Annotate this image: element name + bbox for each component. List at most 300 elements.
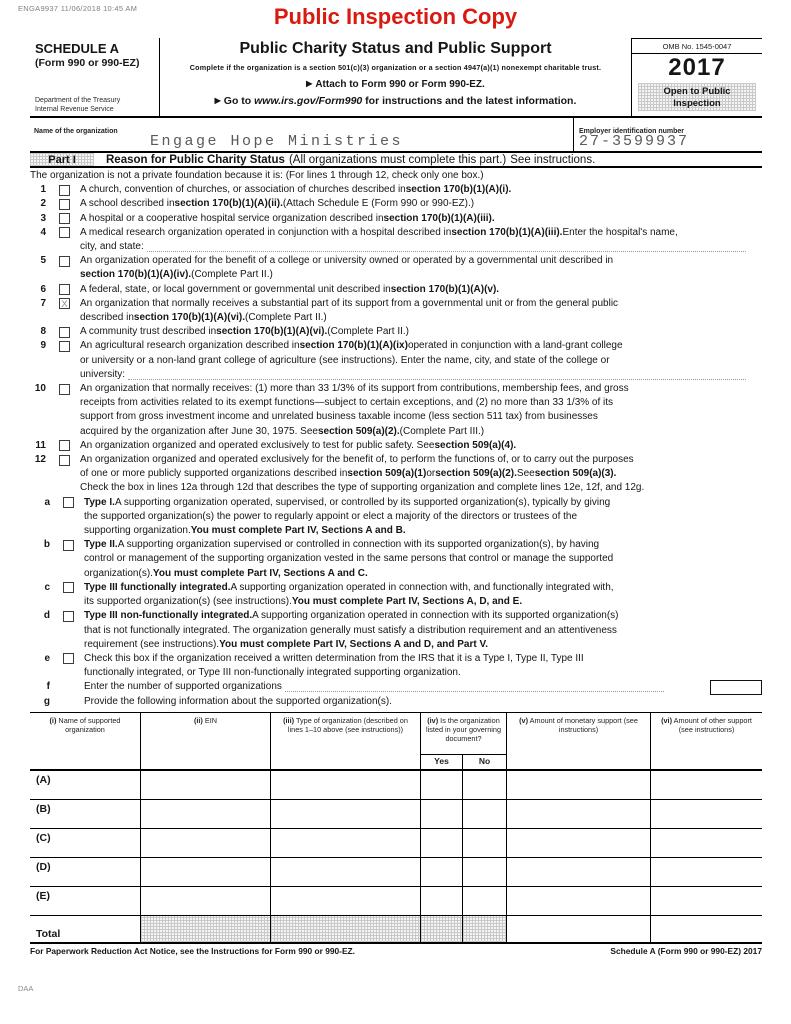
form-header [30, 38, 762, 118]
cell-B-yes[interactable] [420, 800, 462, 828]
line-number: e [44, 652, 50, 664]
row-label: (B) [36, 802, 51, 815]
public-inspection-watermark: Public Inspection Copy [273, 4, 518, 29]
col-label: Amount of monetary support (see instructions) [528, 715, 638, 734]
goto-instruction [160, 95, 631, 107]
text-segment: supporting organization. [84, 525, 191, 537]
org-identity-row [30, 118, 762, 151]
text-segment: section 170(b)(1)(A)(vi). [216, 326, 328, 338]
text-segment: or university or a non-land grant college of agriculture (see instructions). Enter the name, city, and state of the college or [80, 354, 610, 366]
line-text-row [80, 254, 746, 268]
line-text-row [80, 396, 746, 410]
checkbox-slot [46, 183, 80, 197]
cell-D-yes[interactable] [420, 858, 462, 886]
ein-label: Employer identification number [579, 128, 685, 135]
line-text [80, 254, 762, 282]
page-footer [30, 946, 762, 956]
col-header-name [30, 713, 140, 769]
part1-label: Part I [30, 153, 94, 166]
text-segment: (Complete Part III.) [399, 425, 485, 437]
cell-C-ein[interactable] [140, 829, 270, 857]
text-segment: of one or more publicly supported organizations described in [80, 468, 348, 480]
line-4-checkbox[interactable] [59, 227, 70, 238]
ein-value[interactable]: 27-3599937 [579, 133, 690, 150]
part1-line-10 [30, 382, 762, 439]
ein-cell [573, 118, 762, 151]
part1-header-bar [30, 151, 762, 168]
text-segment: section 509(a)(2). [435, 468, 517, 480]
line-number: 12 [34, 454, 46, 466]
text-segment: section 170(b)(1)(A)(iii). [383, 212, 495, 224]
text-segment: You must complete Part IV, Sections A and C. [152, 567, 368, 579]
open-to-public-badge [638, 83, 756, 111]
line-text-row [80, 453, 746, 467]
cell-total-ein [140, 916, 270, 942]
line-text-row [84, 496, 746, 510]
line-text-row [80, 439, 746, 453]
text-segment: A supporting organization operated in connection with, and functionally integrated with, [230, 581, 614, 593]
row-label: (E) [36, 889, 50, 902]
text-segment: section 170(b)(1)(A)(iii). [451, 226, 563, 238]
supported-org-count-dots[interactable] [285, 680, 664, 692]
text-segment: functionally integrated, or Type III non-functionally integrated supporting organization. [84, 667, 461, 679]
cell-C-name[interactable] [30, 829, 140, 857]
supported-org-count-box[interactable] [710, 680, 762, 695]
line-number: a [44, 496, 50, 508]
line-number: 4 [40, 226, 46, 238]
text-segment: An organization organized and operated exclusively to test for public safety. See [80, 439, 435, 451]
line-text-row [84, 567, 746, 581]
text-segment: section 509(a)(2). [317, 425, 400, 437]
cell-E-name[interactable] [30, 887, 140, 915]
cell-A-yes[interactable] [420, 771, 462, 799]
text-segment: See [516, 468, 535, 480]
text-segment: A federal, state, or local government or governmental unit described in [80, 283, 391, 295]
checkbox-slot [46, 254, 80, 282]
part1-line-3 [30, 212, 762, 226]
text-segment: control or management of the supporting organization vested in the same persons that control or manage the supported [84, 553, 614, 565]
line-text-row [80, 226, 746, 240]
line-text-row [80, 183, 746, 197]
col-label: Name of supported organization [56, 715, 121, 734]
part1-line-f [30, 680, 762, 694]
part1-line-9 [30, 339, 762, 382]
line-b-checkbox[interactable] [63, 540, 74, 551]
text-segment: You must complete Part IV, Sections A and D, and Part V. [219, 638, 489, 650]
checkbox-slot [50, 695, 84, 709]
line-number: 5 [40, 255, 46, 267]
form-title-block [160, 38, 631, 116]
cell-C-monetary[interactable] [506, 829, 650, 857]
text-segment: (Complete Part II.) [245, 312, 327, 324]
text-segment: An organization operated for the benefit of a college or university owned or operated by a governmental unit described in [80, 255, 614, 267]
text-segment: section 509(a)(3). [534, 468, 617, 480]
col-header-no: No [478, 756, 491, 767]
line-text-row [84, 624, 746, 638]
line-text-row [80, 467, 746, 481]
cell-total-no [462, 916, 506, 942]
cell-A-other[interactable] [650, 771, 762, 799]
cell-total-yes [420, 916, 462, 942]
checkbox-slot [50, 538, 84, 581]
part1-title-main: Reason for Public Charity Status [106, 154, 285, 166]
cell-D-no[interactable] [462, 858, 506, 886]
text-segment: A supporting organization operated, supervised, or controlled by its supported organization(s), typically by giving [114, 496, 611, 508]
line-text [80, 339, 762, 382]
hospital-city-state-field[interactable] [147, 240, 746, 252]
text-segment: university: [80, 368, 126, 380]
checkbox-slot [46, 283, 80, 297]
arrow-icon: ▶ [214, 96, 221, 105]
line-text [80, 382, 762, 439]
line-number: 9 [40, 340, 46, 352]
line-text [80, 325, 762, 339]
cell-A-name[interactable] [30, 771, 140, 799]
line-text [84, 695, 762, 709]
line-5-checkbox[interactable] [59, 256, 70, 267]
table-row-A [30, 771, 762, 800]
line-number: 7 [40, 297, 46, 309]
line-number: f [46, 681, 50, 693]
text-segment: A church, convention of churches, or association of churches described in [80, 184, 406, 196]
table-body [30, 771, 762, 944]
irs-url: www.irs.gov/Form990 [254, 95, 363, 107]
part1-line-2 [30, 197, 762, 211]
checkbox-slot [46, 226, 80, 254]
row-label: (D) [36, 860, 51, 873]
text-segment: section 170(b)(1)(A)(v). [390, 283, 500, 295]
cell-C-type[interactable] [270, 829, 420, 857]
line-number: g [43, 695, 50, 707]
checkbox-slot [46, 197, 80, 211]
line-text-row [80, 197, 746, 211]
text-segment: receipts from activities related to its exempt functions—subject to certain exceptions, and (2) no more than 33 1/3% of its [80, 397, 614, 409]
cell-A-ein[interactable] [140, 771, 270, 799]
text-segment: You must complete Part IV, Sections A and B. [190, 525, 406, 537]
table-row-C [30, 829, 762, 858]
line-number: 1 [40, 184, 46, 196]
part1-title-note: (All organizations must complete this part.) [288, 154, 507, 166]
checkbox-slot [46, 212, 80, 226]
cell-B-other[interactable] [650, 800, 762, 828]
line-text-row [84, 609, 746, 623]
text-segment: operated in conjunction with a land-grant college [407, 340, 623, 352]
dept-line-1: Department of the Treasury [35, 97, 121, 104]
col-header-governing [420, 713, 506, 769]
attach-text: Attach to Form 990 or Form 990-EZ. [315, 79, 485, 90]
col-tag: (iv) [427, 715, 439, 725]
cell-E-other[interactable] [650, 887, 762, 915]
checkbox-slot [46, 297, 80, 325]
line-number: 2 [40, 198, 46, 210]
cell-C-yes[interactable] [420, 829, 462, 857]
cell-total-type [270, 916, 420, 942]
text-segment: A supporting organization supervised or controlled in connection with its supported organization(s), by having [117, 539, 600, 551]
org-name-cell [30, 118, 573, 151]
part1-line-a [30, 496, 762, 539]
cell-total-other[interactable] [650, 916, 762, 942]
part1-intro: The organization is not a private foundation because it is: (For lines 1 through 12, check only one box.) [30, 170, 484, 181]
line-2-checkbox[interactable] [59, 199, 70, 210]
line-3-checkbox[interactable] [59, 213, 70, 224]
goto-suffix: for instructions and the latest information. [362, 95, 577, 107]
part1-line-g [30, 695, 762, 709]
cell-D-name[interactable] [30, 858, 140, 886]
cell-E-ein[interactable] [140, 887, 270, 915]
part1-title [106, 153, 595, 166]
line-d-checkbox[interactable] [63, 611, 74, 622]
part1-line-6 [30, 283, 762, 297]
col-header-other [650, 713, 762, 769]
text-segment: (Complete Part II.) [191, 269, 273, 281]
cell-D-other[interactable] [650, 858, 762, 886]
cell-D-type[interactable] [270, 858, 420, 886]
form-title: Public Charity Status and Public Support [239, 40, 552, 57]
cell-E-monetary[interactable] [506, 887, 650, 915]
college-university-field[interactable] [128, 368, 746, 380]
text-segment: (Attach Schedule E (Form 990 or 990-EZ).) [282, 198, 475, 210]
text-segment: the supported organization(s) the power to regularly appoint or elect a majority of the directors or trustees of the [84, 510, 578, 522]
line-text [84, 496, 762, 539]
col-label: Amount of other support (see instructions) [672, 715, 752, 734]
line-text-row [80, 240, 746, 254]
text-segment: An organization that normally receives a substantial part of its support from a governmental unit or from the general public [80, 297, 619, 309]
part1-line-12 [30, 453, 762, 496]
col-tag: (v) [519, 715, 528, 725]
line-text [80, 297, 762, 325]
line-text-row [80, 425, 746, 439]
text-segment: Check this box if the organization received a written determination from the IRS that it is a Type I, Type II, Type III [84, 652, 584, 664]
dept-line-2: Internal Revenue Service [35, 105, 114, 113]
cell-C-no[interactable] [462, 829, 506, 857]
text-segment: Type III non-functionally integrated. [84, 610, 253, 622]
org-name-label: Name of the organization [34, 128, 118, 135]
print-timestamp: ENGA9937 11/06/2018 10:45 AM [18, 4, 138, 13]
total-label: Total [36, 927, 61, 940]
text-segment: section 170(b)(1)(A)(vi). [133, 312, 246, 324]
goto-prefix: Go to [223, 95, 255, 107]
cell-A-no[interactable] [462, 771, 506, 799]
line-6-checkbox[interactable] [59, 284, 70, 295]
line-text [84, 680, 762, 694]
line-number: 8 [40, 326, 46, 338]
text-segment: You must complete Part IV, Sections A, D, and E. [291, 596, 523, 608]
line-number: c [44, 581, 50, 593]
schedule-label: SCHEDULE A [35, 41, 120, 56]
line-10-checkbox[interactable] [59, 384, 70, 395]
text-segment: A hospital or a cooperative hospital service organization described in [80, 212, 384, 224]
line-text-row [84, 680, 762, 694]
line-text-row [80, 268, 746, 282]
cell-B-no[interactable] [462, 800, 506, 828]
line-text-row [84, 524, 746, 538]
line-8-checkbox[interactable] [59, 327, 70, 338]
form-number: (Form 990 or 990-EZ) [35, 57, 140, 69]
line-text-row [80, 339, 746, 353]
text-segment: Check the box in lines 12a through 12d that describes the type of supporting organization and complete lines 12e, 12f, and 12g. [80, 482, 645, 494]
checkbox-slot [50, 609, 84, 652]
cell-D-monetary[interactable] [506, 858, 650, 886]
omb-number: OMB No. 1545-0047 [632, 39, 762, 54]
open-to-public-line1: Open to Public [663, 86, 731, 97]
governing-question [421, 713, 506, 755]
text-segment: or [426, 468, 436, 480]
part1-lines [30, 183, 762, 709]
line-text-row [84, 666, 746, 680]
part1-line-5 [30, 254, 762, 282]
text-segment: that is not functionally integrated. The organization generally must satisfy a distribution requirement and an attentiveness [84, 624, 617, 636]
daa-code: DAA [18, 984, 34, 993]
cell-B-ein[interactable] [140, 800, 270, 828]
line-9-checkbox[interactable] [59, 341, 70, 352]
text-segment: Type III functionally integrated. [84, 581, 231, 593]
part1-line-1 [30, 183, 762, 197]
line-12-checkbox[interactable] [59, 455, 70, 466]
line-text-row [84, 652, 746, 666]
text-segment: Type II. [84, 539, 118, 551]
checkbox-slot [46, 382, 80, 439]
line-a-checkbox[interactable] [63, 497, 74, 508]
line-text [80, 212, 762, 226]
part1-line-4 [30, 226, 762, 254]
line-text-row [80, 212, 746, 226]
part1-title-suffix: See instructions. [510, 154, 596, 166]
line-number: d [43, 610, 50, 622]
line-text [80, 453, 762, 496]
line-text [84, 609, 762, 652]
line-text [80, 197, 762, 211]
text-segment: section 170(b)(1)(A)(iv). [80, 269, 192, 281]
cell-B-type[interactable] [270, 800, 420, 828]
line-text [84, 652, 762, 680]
text-segment: An organization organized and operated exclusively for the benefit of, to perform the functions of, or to carry out the purposes [80, 454, 634, 466]
col-tag: (ii) [193, 715, 203, 725]
line-number: 11 [35, 439, 46, 451]
line-text-row [84, 510, 746, 524]
text-segment: (Complete Part II.) [327, 326, 409, 338]
cell-E-type[interactable] [270, 887, 420, 915]
form-subtitle: Complete if the organization is a section 501(c)(3) organization or a section 4947(a)(1) nonexempt charitable trust. [189, 63, 602, 72]
text-segment: A supporting organization operated in connection with its supported organization(s) [252, 610, 619, 622]
line-7-checkbox[interactable]: X [59, 298, 70, 309]
cell-C-other[interactable] [650, 829, 762, 857]
cell-B-name[interactable] [30, 800, 140, 828]
cell-B-monetary[interactable] [506, 800, 650, 828]
line-number: 3 [40, 212, 46, 224]
cell-E-no[interactable] [462, 887, 506, 915]
text-segment: support from gross investment income and unrelated business taxable income (less section 511 tax) from businesses [80, 411, 598, 423]
line-text-row [84, 538, 746, 552]
text-segment: Enter the number of supported organizations [84, 681, 282, 693]
line-e-checkbox[interactable] [63, 653, 74, 664]
col-header-yes: Yes [421, 755, 463, 769]
line-text-row [84, 595, 746, 609]
line-text [80, 439, 762, 453]
table-header [30, 713, 762, 771]
col-header-ein [140, 713, 270, 769]
checkbox-slot [46, 439, 80, 453]
text-segment: Type I. [84, 496, 115, 508]
department-lines [35, 97, 155, 114]
checkbox-slot [50, 496, 84, 539]
line-text-row [84, 552, 746, 566]
col-tag: (iii) [283, 715, 295, 725]
schedule-footer-label: Schedule A (Form 990 or 990-EZ) 2017 [610, 945, 762, 956]
cell-A-type[interactable] [270, 771, 420, 799]
text-segment: requirement (see instructions). [84, 638, 220, 650]
open-to-public-line2: Inspection [673, 97, 721, 109]
cell-total-name [30, 916, 140, 942]
table-row-B [30, 800, 762, 829]
line-text-row [80, 382, 746, 396]
text-segment: its supported organization(s) (see instructions). [84, 596, 292, 608]
line-11-checkbox[interactable] [59, 440, 70, 451]
text-segment: A medical research organization operated in conjunction with a hospital described in [80, 226, 452, 238]
part1-line-d [30, 609, 762, 652]
cell-D-ein[interactable] [140, 858, 270, 886]
text-segment: Provide the following information about the supported organization(s). [84, 695, 392, 707]
cell-total-monetary[interactable] [506, 916, 650, 942]
line-1-checkbox[interactable] [59, 185, 70, 196]
line-number: 6 [40, 283, 46, 295]
line-c-checkbox[interactable] [63, 582, 74, 593]
row-label: (A) [36, 773, 51, 786]
checkbox-slot [46, 339, 80, 382]
line-text-row [84, 581, 746, 595]
yes-no-subheader [421, 755, 506, 769]
line-text-row [80, 368, 746, 382]
checkbox-slot [50, 581, 84, 609]
text-segment: Enter the hospital's name, [562, 226, 678, 238]
cell-A-monetary[interactable] [506, 771, 650, 799]
line-text-row [84, 695, 746, 709]
attach-instruction [160, 79, 631, 90]
text-segment: An agricultural research organization described in [80, 340, 300, 352]
checkbox-slot [46, 325, 80, 339]
line-text-row [80, 481, 746, 495]
cell-E-yes[interactable] [420, 887, 462, 915]
schedule-block [30, 38, 160, 116]
text-segment: section 170(b)(1)(A)(ii). [174, 198, 283, 210]
line-text [80, 183, 762, 197]
line-text-row [80, 410, 746, 424]
line-number: 10 [34, 383, 46, 395]
text-segment: section 509(a)(1) [347, 468, 427, 480]
col-label: EIN [202, 715, 218, 725]
col-header-type [270, 713, 420, 769]
line-text-row [80, 283, 746, 297]
part1-line-7 [30, 297, 762, 325]
table-row-D [30, 858, 762, 887]
part1-line-8 [30, 325, 762, 339]
col-tag: (vi) [661, 715, 673, 725]
paperwork-notice: For Paperwork Reduction Act Notice, see the Instructions for Form 990 or 990-EZ. [30, 945, 355, 956]
checkbox-slot [50, 652, 84, 680]
arrow-icon: ▶ [306, 79, 313, 88]
table-row-total [30, 916, 762, 944]
text-segment: described in [80, 312, 134, 324]
org-name-value[interactable]: Engage Hope Ministries [150, 133, 404, 150]
part1-line-c [30, 581, 762, 609]
col-header-monetary [506, 713, 650, 769]
text-segment: city, and state: [80, 241, 144, 253]
text-segment: section 170(b)(1)(A)(ix) [299, 340, 408, 352]
line-text-row [80, 354, 746, 368]
text-segment: section 509(a)(4). [434, 439, 517, 451]
text-segment: A school described in [80, 198, 175, 210]
line-text [80, 226, 762, 254]
tax-year: 2017 [668, 54, 726, 81]
